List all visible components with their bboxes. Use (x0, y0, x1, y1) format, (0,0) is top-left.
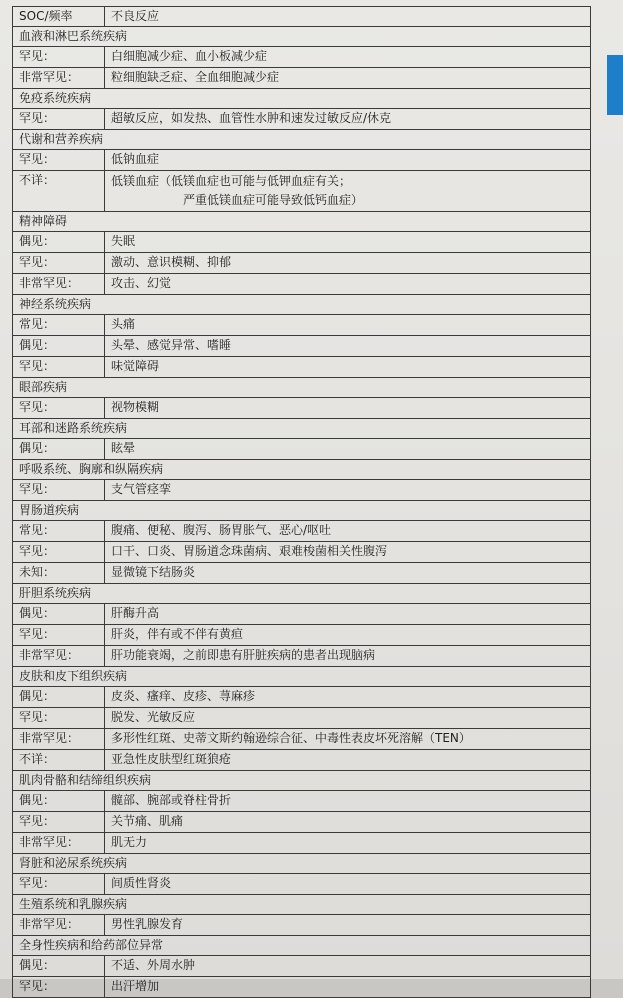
reaction-cell (105, 336, 590, 356)
frequency-cell: 偶见： (13, 791, 105, 811)
reaction-line: 白细胞减少症、血小板减少症 (111, 49, 268, 63)
frequency-cell: 偶见： (13, 604, 105, 624)
frequency-cell: 未知： (13, 563, 105, 583)
reaction-cell (105, 315, 590, 335)
reaction-line: 间质性肾炎 (111, 876, 172, 890)
reaction-cell (105, 791, 590, 811)
frequency-cell: 非常罕见： (13, 68, 105, 88)
frequency-cell: 偶见： (13, 687, 105, 707)
reaction-cell (105, 109, 590, 129)
table-row (13, 646, 590, 667)
section-row (13, 130, 590, 150)
frequency-cell: 罕见： (13, 109, 105, 129)
frequency-cell: 常见： (13, 521, 105, 541)
reaction-cell (105, 398, 590, 418)
reaction-line: 多形性红斑、史蒂文斯约翰逊综合征、中毒性表皮坏死溶解（TEN） (111, 731, 471, 745)
reaction-line: 脱发、光敏反应 (111, 710, 196, 724)
section-row (13, 854, 590, 874)
section-title: 胃肠道疾病 (19, 503, 80, 517)
table-row (13, 315, 590, 336)
reaction-line: 低钠血症 (111, 152, 160, 166)
reaction-cell (105, 68, 590, 88)
reaction-line: 亚急性皮肤型红斑狼疮 (111, 752, 232, 766)
table-row (13, 171, 590, 212)
reaction-line: 出汗增加 (111, 979, 160, 993)
frequency-cell: 非常罕见： (13, 646, 105, 666)
frequency-cell: 不详： (13, 171, 105, 211)
frequency-cell: 偶见： (13, 439, 105, 459)
reaction-line: 视物模糊 (111, 400, 160, 414)
section-title: 全身性疾病和给药部位异常 (19, 938, 164, 952)
table-row (13, 542, 590, 563)
reaction-cell (105, 812, 590, 832)
reaction-line: 低镁血症（低镁血症也可能与低钾血症有关； (111, 174, 352, 188)
section-row (13, 936, 590, 956)
reaction-line: 攻击、幻觉 (111, 276, 172, 290)
table-row (13, 708, 590, 729)
section-title: 肝胆系统疾病 (19, 586, 92, 600)
reaction-cell (105, 956, 590, 976)
reaction-line: 髋部、腕部或脊柱骨折 (111, 793, 232, 807)
section-title: 神经系统疾病 (19, 297, 92, 311)
reaction-cell (105, 750, 590, 770)
table-row (13, 274, 590, 295)
table-row (13, 336, 590, 357)
reaction-line: 腹痛、便秘、腹泻、肠胃胀气、恶心/呕吐 (111, 523, 332, 537)
header-soc-frequency: SOC/频率 (13, 7, 105, 26)
frequency-cell: 罕见： (13, 874, 105, 894)
reaction-line: 眩晕 (111, 441, 136, 455)
table-row (13, 687, 590, 708)
reaction-cell (105, 563, 590, 583)
reaction-line: 显微镜下结肠炎 (111, 565, 196, 579)
reaction-cell (105, 708, 590, 728)
reaction-line: 肝炎，伴有或不伴有黄疸 (111, 627, 244, 641)
table-row (13, 521, 590, 542)
frequency-cell: 偶见： (13, 336, 105, 356)
section-title: 代谢和营养疾病 (19, 132, 104, 146)
frequency-cell: 罕见： (13, 357, 105, 377)
reaction-cell (105, 521, 590, 541)
table-row (13, 874, 590, 895)
table-row (13, 625, 590, 646)
table-row (13, 977, 590, 998)
table-row (13, 357, 590, 378)
frequency-cell: 罕见： (13, 542, 105, 562)
reaction-cell (105, 47, 590, 67)
reaction-cell (105, 833, 590, 853)
section-row (13, 27, 590, 47)
frequency-cell: 非常罕见： (13, 729, 105, 749)
reaction-line: 头痛 (111, 317, 136, 331)
reaction-cell (105, 274, 590, 294)
frequency-cell: 不详： (13, 750, 105, 770)
table-row (13, 729, 590, 750)
frequency-cell: 罕见： (13, 47, 105, 67)
table-row (13, 68, 590, 89)
table-row (13, 791, 590, 812)
section-row (13, 295, 590, 315)
section-row (13, 771, 590, 791)
reaction-line: 肝功能衰竭，之前即患有肝脏疾病的患者出现脑病 (111, 648, 376, 662)
reaction-cell (105, 625, 590, 645)
table-row (13, 563, 590, 584)
frequency-cell: 常见： (13, 315, 105, 335)
section-row (13, 212, 590, 232)
section-row (13, 584, 590, 604)
section-row (13, 501, 590, 521)
reaction-line: 严重低镁血症可能导致低钙血症） (183, 193, 364, 207)
frequency-cell: 罕见： (13, 625, 105, 645)
frequency-cell: 罕见： (13, 253, 105, 273)
section-title: 肾脏和泌尿系统疾病 (19, 856, 128, 870)
frequency-cell: 罕见： (13, 398, 105, 418)
table-row (13, 47, 590, 68)
reaction-line: 失眠 (111, 234, 136, 248)
adverse-reactions-table (12, 6, 591, 998)
table-row (13, 439, 590, 460)
reaction-cell (105, 357, 590, 377)
reaction-cell (105, 874, 590, 894)
section-row (13, 419, 590, 439)
frequency-cell: 罕见： (13, 977, 105, 997)
table-row (13, 833, 590, 854)
section-title: 生殖系统和乳腺疾病 (19, 897, 128, 911)
reaction-line: 粒细胞缺乏症、全血细胞减少症 (111, 70, 280, 84)
section-title: 肌肉骨骼和结缔组织疾病 (19, 773, 152, 787)
reaction-line: 头晕、感觉异常、嗜睡 (111, 338, 232, 352)
reaction-cell (105, 977, 590, 997)
section-title: 眼部疾病 (19, 380, 68, 394)
table-row (13, 956, 590, 977)
frequency-cell: 非常罕见： (13, 915, 105, 935)
reaction-cell (105, 439, 590, 459)
section-row (13, 378, 590, 398)
table-header-row (13, 7, 590, 27)
table-row (13, 750, 590, 771)
reaction-cell (105, 171, 590, 211)
table-row (13, 480, 590, 501)
frequency-cell: 非常罕见： (13, 833, 105, 853)
frequency-cell: 偶见： (13, 956, 105, 976)
table-row (13, 150, 590, 171)
reaction-line: 激动、意识模糊、抑郁 (111, 255, 232, 269)
section-title: 耳部和迷路系统疾病 (19, 421, 128, 435)
reaction-line: 男性乳腺发育 (111, 917, 184, 931)
frequency-cell: 罕见： (13, 150, 105, 170)
reaction-line: 味觉障碍 (111, 359, 160, 373)
table-row (13, 253, 590, 274)
frequency-cell: 非常罕见： (13, 274, 105, 294)
reaction-line: 超敏反应，如发热、血管性水肿和速发过敏反应/休克 (111, 111, 392, 125)
table-row (13, 398, 590, 419)
reaction-cell (105, 150, 590, 170)
reaction-cell (105, 232, 590, 252)
reaction-cell (105, 480, 590, 500)
reaction-cell (105, 542, 590, 562)
section-title: 呼吸系统、胸廓和纵隔疾病 (19, 462, 164, 476)
section-title: 皮肤和皮下组织疾病 (19, 669, 128, 683)
reaction-cell (105, 915, 590, 935)
reaction-cell (105, 253, 590, 273)
reaction-cell (105, 687, 590, 707)
section-title: 血液和淋巴系统疾病 (19, 29, 128, 43)
frequency-cell: 罕见： (13, 480, 105, 500)
reaction-line: 关节痛、肌痛 (111, 814, 184, 828)
table-row (13, 915, 590, 936)
reaction-line: 皮炎、瘙痒、皮疹、荨麻疹 (111, 689, 256, 703)
table-row (13, 109, 590, 130)
reaction-line: 肌无力 (111, 835, 148, 849)
frequency-cell: 罕见： (13, 812, 105, 832)
reaction-cell (105, 646, 590, 666)
section-row (13, 89, 590, 109)
reaction-cell (105, 729, 590, 749)
reaction-line: 不适、外周水肿 (111, 958, 196, 972)
section-title: 精神障碍 (19, 214, 68, 228)
table-row (13, 604, 590, 625)
reaction-line: 支气管痉挛 (111, 482, 172, 496)
frequency-cell: 偶见： (13, 232, 105, 252)
section-row (13, 895, 590, 915)
header-adverse-reaction: 不良反应 (111, 9, 160, 23)
table-row (13, 812, 590, 833)
section-row (13, 460, 590, 480)
section-row (13, 667, 590, 687)
blue-edge-marker (607, 55, 623, 115)
frequency-cell: 罕见： (13, 708, 105, 728)
reaction-cell (105, 604, 590, 624)
reaction-line: 肝酶升高 (111, 606, 160, 620)
reaction-line: 口干、口炎、胃肠道念珠菌病、艰难梭菌相关性腹泻 (111, 544, 388, 558)
section-title: 免疫系统疾病 (19, 91, 92, 105)
table-row (13, 232, 590, 253)
